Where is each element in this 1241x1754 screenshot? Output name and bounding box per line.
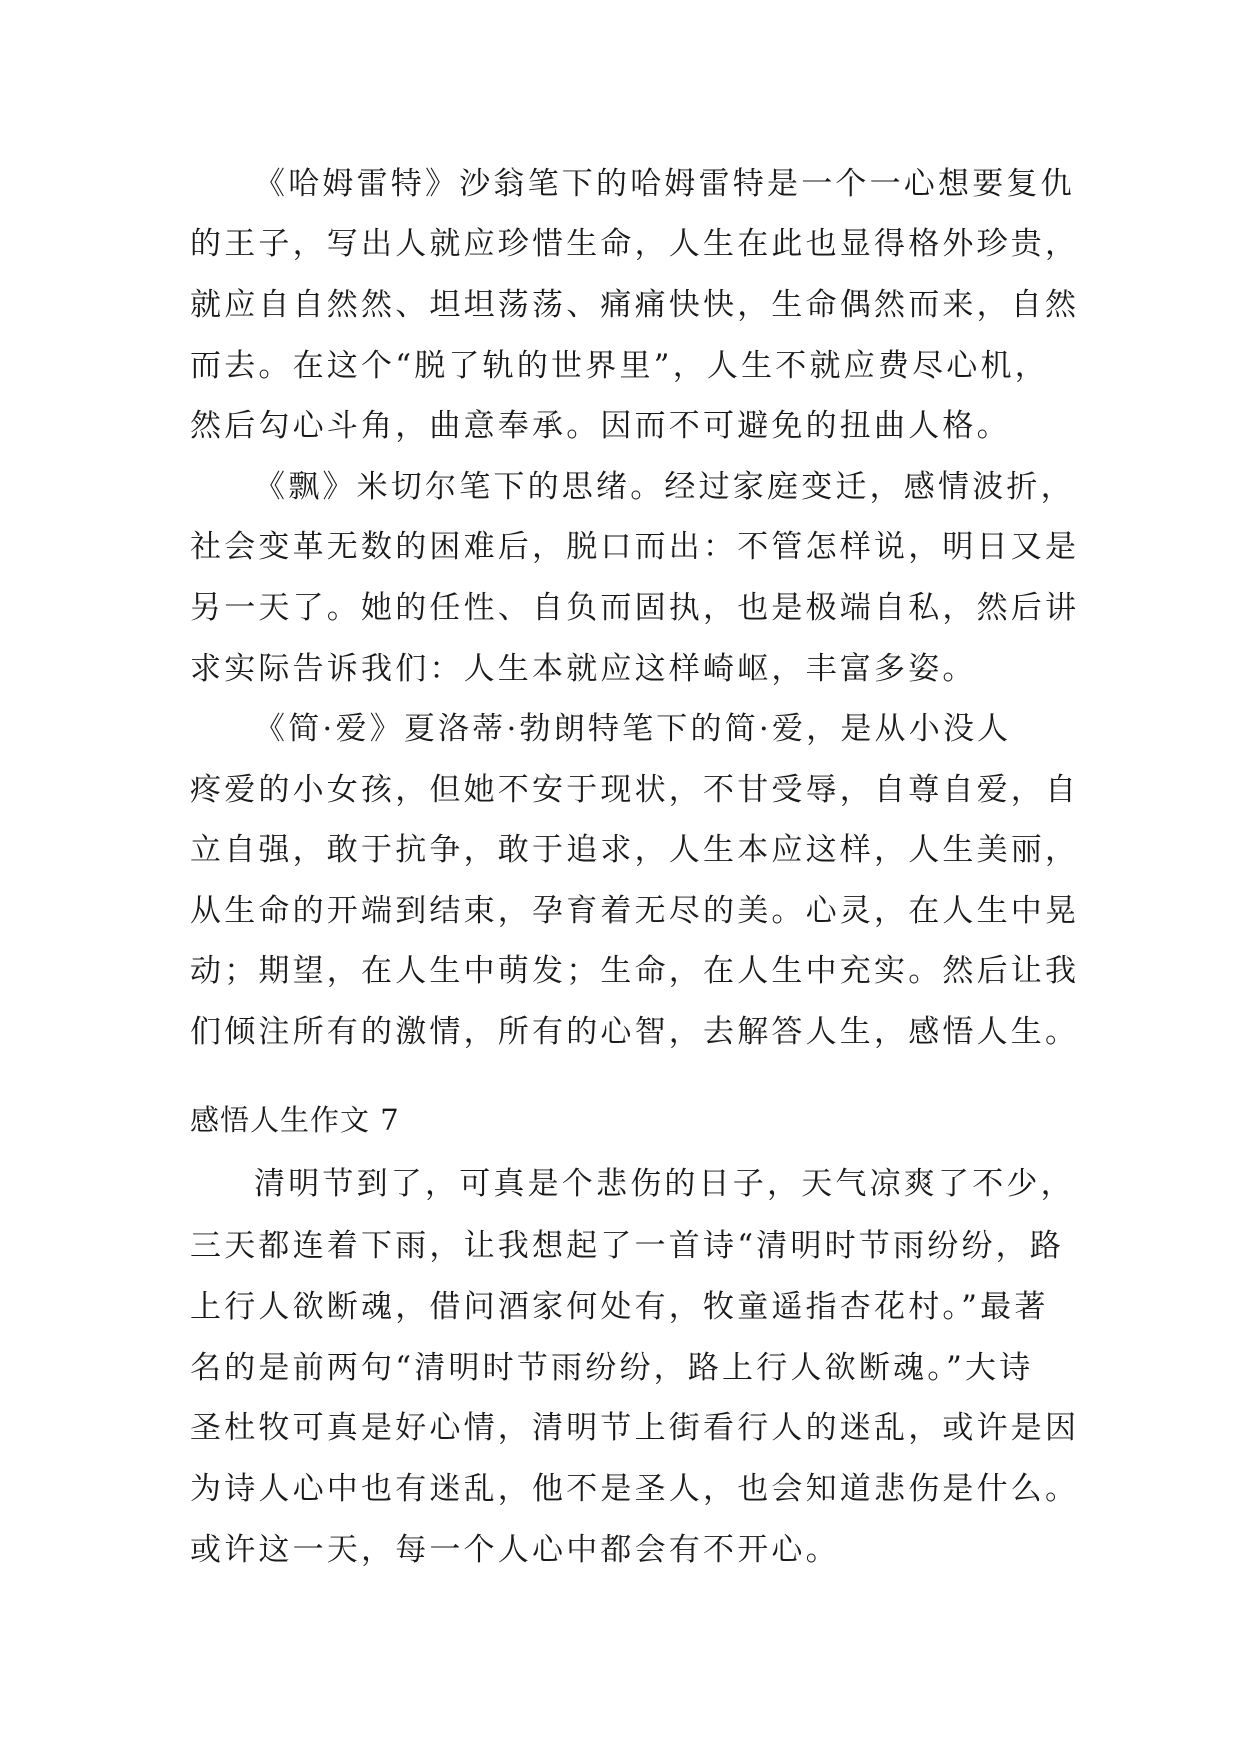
section-paragraph-line-1: 清明节到了，可真是个悲伤的日子，天气凉爽了不少， — [254, 1166, 1075, 1202]
paragraph-2-line-3: 另一天了。她的任性、自负而固执，也是极端自私，然后讲 — [190, 590, 1080, 626]
paragraph-2-line-1: 《飘》米切尔笔下的思绪。经过家庭变迁，感情波折， — [254, 469, 1075, 505]
paragraph-1-line-3: 就应自自然然、坦坦荡荡、痛痛快快，生命偶然而来，自然 — [190, 287, 1080, 323]
section-paragraph-line-7: 或许这一天，每一个人心中都会有不开心。 — [190, 1532, 840, 1568]
paragraph-2-line-4: 求实际告诉我们：人生本就应这样崎岖，丰富多姿。 — [190, 651, 977, 687]
paragraph-3-line-2: 疼爱的小女孩，但她不安于现状，不甘受辱，自尊自爱，自 — [190, 772, 1080, 808]
section-paragraph-line-4: 名的是前两句“清明时节雨纷纷，路上行人欲断魂。”大诗 — [190, 1350, 1034, 1386]
section-paragraph-line-5: 圣杜牧可真是好心情，清明节上街看行人的迷乱，或许是因 — [190, 1410, 1080, 1446]
paragraph-1-line-5: 然后勾心斗角，曲意奉承。因而不可避免的扭曲人格。 — [190, 408, 1011, 444]
paragraph-3-line-1: 《简·爱》夏洛蒂·勃朗特笔下的简·爱，是从小没人 — [254, 711, 1012, 747]
paragraph-2-line-2: 社会变革无数的困难后，脱口而出：不管怎样说，明日又是 — [190, 529, 1080, 565]
paragraph-1-line-4: 而去。在这个“脱了轨的世界里”，人生不就应费尽心机， — [190, 348, 1049, 384]
paragraph-3-line-6: 们倾注所有的激情，所有的心智，去解答人生，感悟人生。 — [190, 1014, 1080, 1050]
section-paragraph-line-2: 三天都连着下雨，让我想起了一首诗“清明时节雨纷纷，路 — [190, 1228, 1065, 1264]
paragraph-3-line-5: 动；期望，在人生中萌发；生命，在人生中充实。然后让我 — [190, 953, 1080, 989]
paragraph-3-line-4: 从生命的开端到结束，孕育着无尽的美。心灵，在人生中晃 — [190, 893, 1080, 929]
section-title: 感悟人生作文 7 — [190, 1103, 400, 1137]
section-paragraph-line-6: 为诗人心中也有迷乱，他不是圣人，也会知道悲伤是什么。 — [190, 1471, 1080, 1507]
paragraph-1-line-2: 的王子，写出人就应珍惜生命，人生在此也显得格外珍贵， — [190, 226, 1080, 262]
paragraph-3-line-3: 立自强，敢于抗争，敢于追求，人生本应这样，人生美丽， — [190, 832, 1080, 868]
section-paragraph-line-3: 上行人欲断魂，借问酒家何处有，牧童遥指杏花村。”最著 — [190, 1289, 1049, 1325]
paragraph-1-line-1: 《哈姆雷特》沙翁笔下的哈姆雷特是一个一心想要复仇 — [254, 166, 1075, 202]
